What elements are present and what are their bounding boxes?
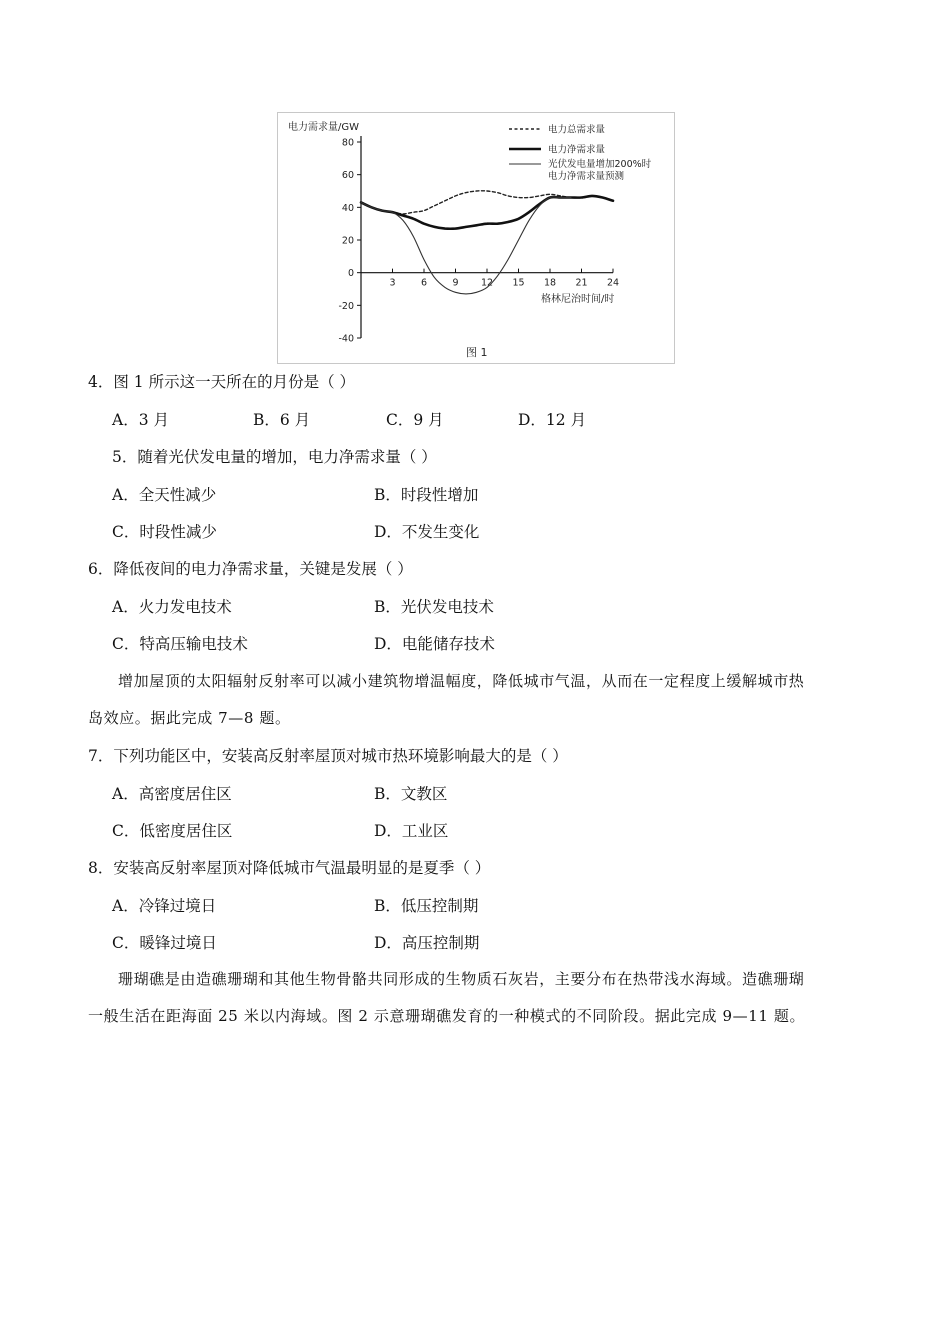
passage-2-line-1: 珊瑚礁是由造礁珊瑚和其他生物骨骼共同形成的生物质石灰岩，主要分布在热带浅水海域。造礁珊瑚 [118,970,805,988]
power-demand-chart [278,113,674,363]
x-tick-label: 15 [512,277,525,289]
x-tick-label: 18 [543,277,557,289]
net-demand-line [361,196,613,229]
q8-option-a[interactable]: A．冷锋过境日 [112,897,217,915]
legend-label-pv-line1: 光伏发电量增加200%时 [548,159,652,170]
question-6-stem: 6．降低夜间的电力净需求量，关键是发展（ ） [88,560,413,578]
question-7-stem: 7．下列功能区中，安装高反射率屋顶对城市热环境影响最大的是（ ） [88,747,568,765]
legend-label-pv-line2: 电力净需求量预测 [548,171,625,182]
figure-1 [277,112,675,364]
q7-option-b[interactable]: B．文教区 [374,785,448,803]
question-5-stem: 5．随着光伏发电量的增加，电力净需求量（ ） [112,448,437,466]
q6-option-d[interactable]: D．电能储存技术 [374,635,495,653]
legend-label-net: 电力净需求量 [548,144,606,156]
y-tick-label: 60 [341,170,354,182]
y-tick-label: -20 [338,300,354,312]
figure-caption: 图 1 [466,346,488,359]
q4-option-a[interactable]: A．3 月 [112,411,169,429]
q7-option-d[interactable]: D．工业区 [374,822,449,840]
legend-label-total: 电力总需求量 [548,124,606,136]
y-tick-label: 80 [341,137,354,149]
y-tick-label: 0 [347,268,354,280]
y-tick-label: -40 [338,333,354,345]
q4-option-d[interactable]: D．12 月 [518,411,587,429]
q8-option-c[interactable]: C．暖锋过境日 [112,934,217,952]
y-tick-label: 20 [341,235,354,247]
total-demand-line [361,191,613,214]
question-8-stem: 8．安装高反射率屋顶对降低城市气温最明显的是夏季（ ） [88,859,491,877]
q4-option-c[interactable]: C．9 月 [386,411,444,429]
q5-option-b[interactable]: B．时段性增加 [374,486,479,504]
x-tick-label: 3 [389,277,396,289]
passage-1-line-1: 增加屋顶的太阳辐射反射率可以减小建筑物增温幅度，降低城市气温，从而在一定程度上缓解城市热 [118,672,805,690]
x-tick-label: 12 [480,277,494,289]
q5-option-c[interactable]: C．时段性减少 [112,523,217,541]
q5-option-a[interactable]: A．全天性减少 [112,486,217,504]
q7-option-c[interactable]: C．低密度居住区 [112,822,233,840]
q5-option-d[interactable]: D．不发生变化 [374,523,480,541]
q8-option-d[interactable]: D．高压控制期 [374,934,480,952]
passage-2-line-2: 一般生活在距海面 25 米以内海域。图 2 示意珊瑚礁发育的一种模式的不同阶段。据此完成 9—11 题。 [88,1007,806,1025]
question-4-stem: 4．图 1 所示这一天所在的月份是（ ） [88,373,356,391]
q8-option-b[interactable]: B．低压控制期 [374,897,479,915]
q6-option-a[interactable]: A．火力发电技术 [112,598,232,616]
q6-option-b[interactable]: B．光伏发电技术 [374,598,494,616]
x-axis-label: 格林尼治时间/时 [541,294,615,305]
y-axis-label: 电力需求量/GW [288,122,360,133]
x-tick-label: 21 [575,277,588,289]
passage-1-line-2: 岛效应。据此完成 7—8 题。 [88,709,291,727]
x-tick-label: 24 [606,277,620,289]
q6-option-c[interactable]: C．特高压输电技术 [112,635,248,653]
x-tick-label: 6 [420,277,428,289]
q4-option-b[interactable]: B．6 月 [253,411,311,429]
q7-option-a[interactable]: A．高密度居住区 [112,785,232,803]
y-tick-label: 40 [341,202,354,214]
x-tick-label: 9 [452,277,459,289]
